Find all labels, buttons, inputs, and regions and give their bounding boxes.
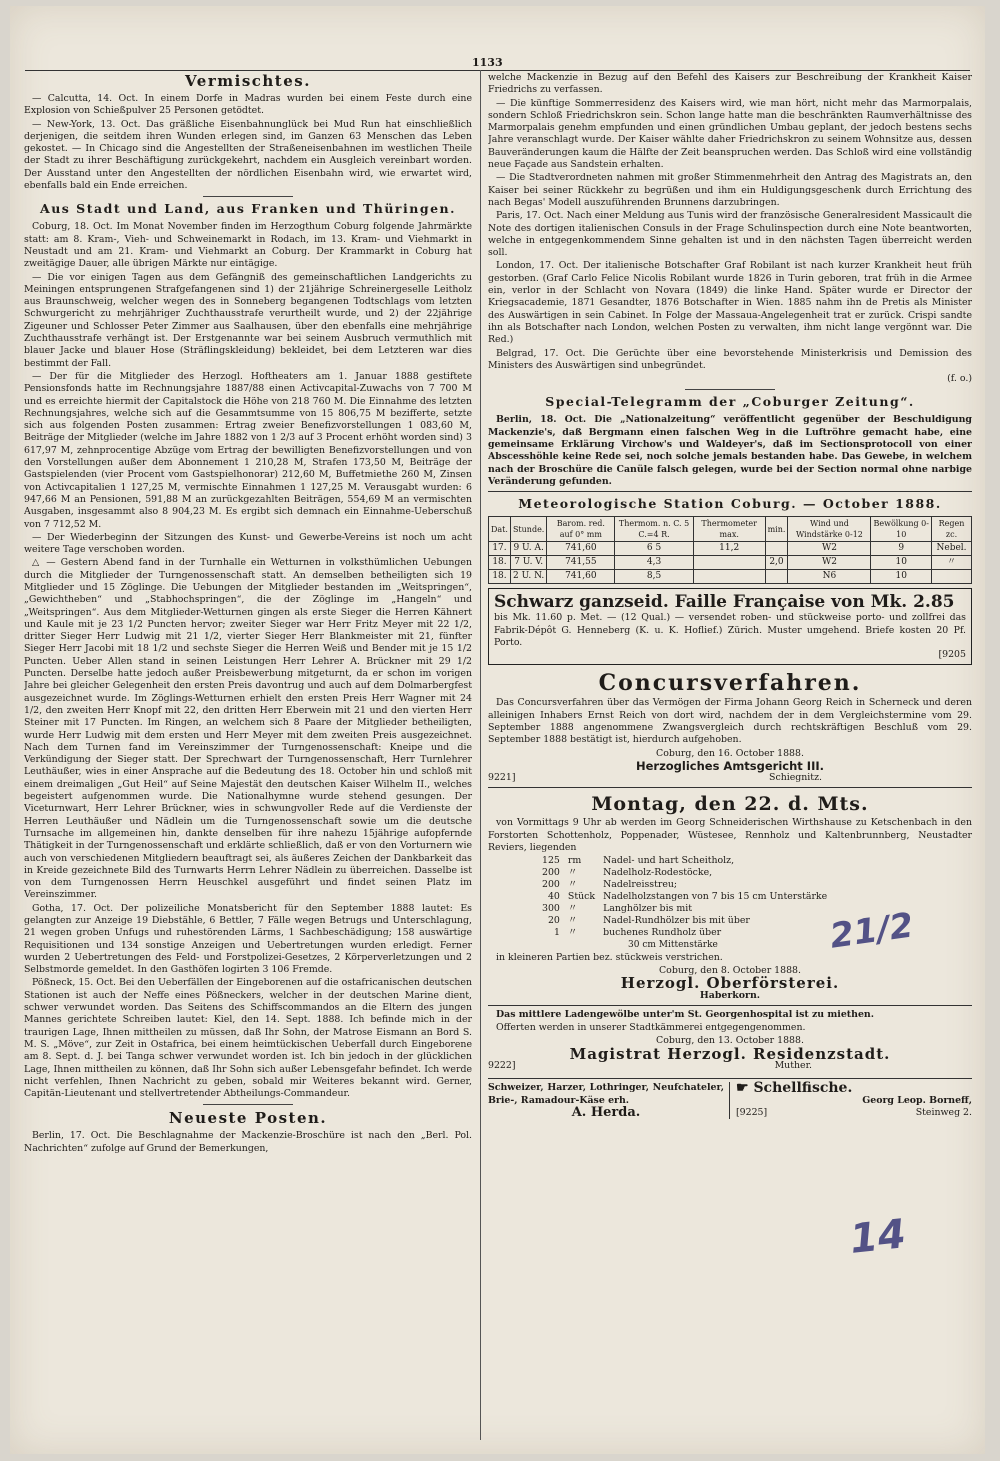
pointing-hand-icon: ☛ <box>736 1080 749 1097</box>
column-divider <box>480 70 481 1440</box>
wood-item-cell: Langhölzer bis mit <box>603 903 693 915</box>
wood-item-cell: Nadel- und hart Scheitholz, <box>603 855 735 867</box>
article-stadtverordnete: — Die Stadtverordneten nahmen mit großer Stimmenmehrheit den Antrag des Magistrats an, den Kaiser bei seiner Rückkehr zu begrüßen und ihm ein Huldigungsgeschenk durch Errichtung des nach Begas' Modell auszuführenden Brunnens darzubringen. <box>488 172 972 208</box>
meteo-col-header: Dat. <box>489 517 511 542</box>
ad-schellfische-title: Schellfische. <box>753 1080 853 1097</box>
meteo-cell: 17. <box>489 542 511 556</box>
article-gotha: Gotha, 17. Oct. Der polizeiliche Monatsbericht für den September 1888 lautet: Es gelangten zur Anzeige 19 Diebstähle, 6 Bettler, 7 Fälle wegen Betrugs und Unterschlagung, 21 wegen groben Unfugs und ruhestörenden Lärms, 1 Sachbeschädigung; 158 auswärtige Requisitionen und 134 sonstige Anzeigen und Uebertretungen wurden erledigt. Ferner wurden 2 Uebertretungen des Feld- und Forstpolizei-Gesetzes, 2 Körperverletzungen und 2 Selbstmorde gemeldet. In den Gasthöfen logirten 3 106 Fremde. <box>24 902 472 976</box>
wood-item-cell: 〃 <box>567 879 578 891</box>
concurs-judge: Schiegnitz. <box>769 772 822 784</box>
montag-office: Herzogl. Oberförsterei. <box>620 974 840 993</box>
meteo-cell: 10 <box>871 570 932 584</box>
meteo-cell <box>932 570 972 584</box>
page-number: 1133 <box>472 56 503 69</box>
wood-item <box>538 867 831 879</box>
concurs-heading: Concursverfahren. <box>598 670 862 697</box>
laden-text: Das mittlere Ladengewölbe unter'm St. Georgenhospital ist zu miethen. <box>496 1008 874 1020</box>
ad-schellfische-text: Georg Leop. Borneff, <box>862 1094 972 1106</box>
article-calcutta: — Calcutta, 14. Oct. In einem Dorfe in Madras wurden bei einem Feste durch eine Explosion von Schießpulver 25 Personen getödtet. <box>24 93 472 117</box>
wood-item-cell: Stück <box>567 891 596 903</box>
concurs-court: Herzogliches Amtsgericht III. <box>635 758 825 773</box>
meteo-cell: 10 <box>871 556 932 570</box>
meteo-col-header: Thermom. n. C. 5 C.=4 R. <box>615 517 694 542</box>
meteo-heading: Meteorologische Station Coburg. — October 1888. <box>518 496 942 512</box>
meteo-header-row <box>489 517 972 542</box>
section-divider <box>488 1005 972 1006</box>
ad-seide-text: bis Mk. 11.60 p. Met. — (12 Qual.) — versendet roben- und stückweise porto- und zollfrei das Fabrik-Dépôt G. Henneberg (K. u. K. Hoflief.) Zürich. Muster umgehend. Briefe kosten 20 Pf. Porto. <box>494 612 966 648</box>
meteo-col-header: Barom. red. auf 0° mm <box>547 517 615 542</box>
meteo-cell: 7 U. V. <box>510 556 546 570</box>
meteo-row <box>489 542 972 556</box>
montag-heading: Montag, den 22. d. Mts. <box>591 793 869 816</box>
wood-item-cell: buchenes Rundholz über <box>603 927 722 939</box>
meteo-cell: 4,3 <box>615 556 694 570</box>
left-column <box>24 72 472 1452</box>
wood-item-cell: 〃 <box>567 927 578 939</box>
meteo-cell: 6 5 <box>615 542 694 556</box>
wood-item-cell: rm <box>567 855 582 867</box>
meteo-cell: N6 <box>788 570 871 584</box>
wood-item-cell: Nadel-Rundhölzer bis mit über <box>603 915 750 927</box>
article-poessneck: Pößneck, 15. Oct. Bei den Ueberfällen der Eingeborenen auf die ostafricanischen deutschen Stationen ist auch der Neffe eines Pößneckers, welcher in der deutschen Marine dient, schwer verwundet worden. Das Seitens des Schiffscommandos an die Eltern des jungen Mannes gerichtete Schreiben lautet: Kiel, den 14. Sept. 1888. Ich befinde mich in der traurigen Lage, Ihnen mittheilen zu müssen, daß Ihr Sohn, der Matrose Eismann an Bord S. M. S. „Möve“, zur Zeit in Ostafrica, bei einem heimtückischen Ueberfall durch Eingeborene am 8. Sept. d. J. bei Tanga schwer verwundet worden ist. Ich bin jedoch in der glücklichen Lage, Ihnen mittheilen zu können, daß Ihr Sohn sich außer Lebensgefahr befindet. Ich werde nicht verfehlen, Ihnen Nachricht zu geben, sobald mir Weiteres bekannt wird. Gerner, Capitän-Lieutenant und stellvertretender Abtheilungs-Commandeur. <box>24 977 472 1100</box>
wood-item-cell: Nadelholzstangen von 7 bis 15 cm Unterstärke <box>603 891 828 903</box>
concurs-date: Coburg, den 16. October 1888. <box>656 747 804 759</box>
meteo-cell: 741,55 <box>547 556 615 570</box>
section-divider <box>203 196 293 197</box>
meteo-cell: 9 <box>871 542 932 556</box>
wood-item-cell: 20 <box>547 915 560 927</box>
article-gefangene: — Die vor einigen Tagen aus dem Gefängniß des gemeinschaftlichen Landgerichts zu Meiningen entsprungenen Strafgefangenen sind 1) der 21jährige Schreinergeselle Leitholz aus Braunschweig, welcher wegen des in Sonneberg begangenen Todtschlags vom letzten Schwurgericht zu mehrjähriger Zuchthausstrafe verurtheilt wurde, und 2) der 22jährige Zigeuner und Schlosser Peter Zimmer aus Saalhausen, über den ebenfalls eine mehrjährige Zuchthausstrafe verhängt ist. Der Erstgenannte war bei seinem Ausbruch vermuthlich mit blauer Jacke und blauer Hose (Sträflingskleidung) bekleidet, bei dem Letzteren war dies bestimmt der Fall. <box>24 271 472 369</box>
telegram-heading: Special-Telegramm der „Coburger Zeitung“. <box>545 394 915 410</box>
meteo-col-header: Thermometer max. <box>693 517 765 542</box>
montag-text: von Vormittags 9 Uhr ab werden im Georg Schneiderischen Wirthshause zu Ketschenbach in den Forstorten Schottenholz, Poppenader, Wüstesee, Rennholz und Kaltenbrunnberg, Neustadter Reviers, liegenden <box>488 817 972 854</box>
meteo-cell: W2 <box>788 542 871 556</box>
wood-item <box>538 927 831 939</box>
article-kunstverein: — Der Wiederbeginn der Sitzungen des Kunst- und Gewerbe-Vereins ist noch um acht weitere Tage verschoben worden. <box>24 531 472 556</box>
wood-item-cell: 200 <box>542 867 560 879</box>
telegram-text: Berlin, 18. Oct. Die „Nationalzeitung“ veröffentlicht gegenüber der Beschuldigung Mackenzie's, daß Bergmann einen falschen Weg in die Luftröhre gemacht habe, eine gemeinsame Erklärung Virchow's und Waldeyer's, daß im Sectionsprotocoll von einer Abscesshöhle keine Rede sei, noch solche jemals bestanden habe. Das Gewebe, in welchem nach der Broschüre die Canüle falsch gelegen, wurde bei der Section normal ohne narbige Veränderung gefunden. <box>488 414 972 487</box>
wood-item-cell: 〃 <box>567 903 578 915</box>
section-divider <box>203 1104 293 1105</box>
laden-text2: Offerten werden in unserer Stadtkämmerei entgegengenommen. <box>496 1022 806 1034</box>
laden-office: Magistrat Herzogl. Residenzstadt. <box>569 1044 891 1063</box>
meteo-cell: 741,60 <box>547 570 615 584</box>
wood-item <box>538 879 831 891</box>
meteo-cell: 741,60 <box>547 542 615 556</box>
meteo-cell: 18. <box>489 556 511 570</box>
meteo-cell: 〃 <box>932 556 972 570</box>
meteo-cell <box>693 570 765 584</box>
laden-signer: Muther. <box>774 1060 812 1072</box>
section-divider <box>488 787 972 788</box>
meteo-cell <box>765 570 788 584</box>
wood-list <box>538 855 831 939</box>
article-coburg-maerkte: Coburg, 18. Oct. Im Monat November finden im Herzogthum Coburg folgende Jahrmärkte statt: am 8. Kram-, Vieh- und Schweinemarkt in Rodach, im 13. Kram- und Viehmarkt in Neustadt und am 21. Kram- und Viehmarkt an Coburg. Der Krammarkt in Coburg hat zweitägige Dauer, alle übrigen Märkte nur eintägige. <box>24 221 472 270</box>
ad-kaese <box>488 1082 730 1119</box>
wood-item-cell: 1 <box>553 927 560 939</box>
wood-item <box>538 855 831 867</box>
bottom-ads <box>488 1078 972 1119</box>
wood-item-cell: 125 <box>542 855 560 867</box>
meteo-cell: W2 <box>788 556 871 570</box>
meteo-cell: 8,5 <box>615 570 694 584</box>
meteo-cell: Nebel. <box>932 542 972 556</box>
meteo-col-header: Stunde. <box>510 517 546 542</box>
meteo-cell: 2 U. N. <box>510 570 546 584</box>
section-divider <box>685 389 775 390</box>
article-berlin-broschuere: Berlin, 17. Oct. Die Beschlagnahme der Mackenzie-Broschüre ist nach den „Berl. Pol. Nachrichten“ zufolge auf Grund der Bemerkungen, <box>24 1130 472 1154</box>
article-newyork: — New-York, 13. Oct. Das gräßliche Eisenbahnunglück bei Mud Run hat einschließlich derjenigen, die seitdem ihren Wunden erlegen sind, im Ganzen 63 Menschen das Leben gekostet. — In Chicago sind die Angestellten der Straßeneisenbahnen im westlichen Theile der Stadt zu ihrer Beschäftigung zurückgekehrt, nachdem ein Ausgleich vereinbart worden. Der Ausstand unter den Angestellten der nördlichen Eisenbahn wird, wie erwartet wird, ebenfalls bald ein Ende erreichen. <box>24 118 472 192</box>
handwritten-mark: 14 <box>847 1211 908 1263</box>
right-column <box>488 72 972 1452</box>
meteo-col-header: min. <box>765 517 788 542</box>
ad-kaese-text: Schweizer, Harzer, Lothringer, Neufchateler, Brie-, Ramadour-Käse erh. <box>488 1082 724 1106</box>
section-heading-neueste: Neueste Posten. <box>168 1109 328 1128</box>
meteo-cell <box>693 556 765 570</box>
article-pensionsfonds: — Der für die Mitglieder des Herzogl. Hoftheaters am 1. Januar 1888 gestiftete Pensionsfonds hatte im Rechnungsjahre 1887/88 einen Activcapital-Zuwachs von 7 700 M und es erreichte hiermit der Capitalstock die Höhe von 218 760 M. Die Einnahme des letzten Rechnungsjahres, welche sich auf die Gesammtsumme von 15 806,75 M bezifferte, setzte sich aus folgenden Posten zusammen: Ertrag zweier Benefizvorstellungen 1 083,60 M, Beiträge der Mitglieder (welche im Jahre 1882 von 1 2/3 auf 3 Procent erhöht worden sind) 3 617,97 M, zehnprocentige Abzüge vom Ertrag der bewilligten Benefizvorstellungen und von den Vorstellungen außer dem Abonnement 1 210,28 M, Strafen 173,50 M, Beiträge der Gastspielenden (vier Procent vom Gastspielhonorar) 212,60 M, Buffetmiethe 260 M, Zinsen von Activcapitalien 1 127,25 M, vermischte Einnahmen 1 127,25 M. Verausgabt wurden: 6 947,66 M an Pensionen, 591,88 M an zurückgezahlten Beiträgen, 554,69 M an vermischten Ausgaben, insgesammt also 8 904,23 M. Es ergibt sich demnach ein Einnahme-Ueberschuß von 7 712,52 M. <box>24 370 472 530</box>
laden-date: Coburg, den 13. October 1888. <box>656 1035 804 1047</box>
ad-schellfische <box>730 1082 972 1119</box>
montag-tail: in kleineren Partien bez. stückweis verstrichen. <box>496 951 723 963</box>
wood-item-cell: 40 <box>547 891 560 903</box>
section-heading-vermischtes: Vermischtes. <box>185 72 311 90</box>
article-london: London, 17. Oct. Der italienische Botschafter Graf Robilant ist nach kurzer Krankheit heut früh gestorben. (Graf Carlo Felice Nicolis Robilant wurde 1826 in Turin geboren, trat früh in die Armee ein, verlor in der Schlacht von Novara (1849) die linke Hand. Später wurde er Director der Kriegsacademie, 1871 Gesandter, 1876 Botschafter in Wien. 1885 nahm ihn de Pretis als Minister des Auswärtigen in sein Cabinet. In Folge der Massaua-Angelegenheit trat er zurück. Crispi sandte ihn als Botschafter nach London, welchen Posten zu verwalten, ihm nicht lange vergönnt war. Die Red.) <box>488 260 972 346</box>
concurs-ref: 9221] <box>488 772 516 784</box>
wood-item-cell: 〃 <box>567 915 578 927</box>
meteo-cell: 11,2 <box>693 542 765 556</box>
newspaper-page <box>10 6 985 1454</box>
montag-brace: 30 cm Mittenstärke <box>628 940 718 951</box>
article-turnen: △ — Gestern Abend fand in der Turnhalle ein Wetturnen in volksthümlichen Uebungen durch die Mitglieder der Turngenossenschaft statt. An demselben betheiligten sich 19 Mitglieder und 15 Zöglinge. Die Uebungen der Mitglieder bestanden im „Weitspringen“, „Gewichtheben“ und „Stabhochspringen“, die der Zöglinge im „Hangeln“ und „Weitspringen“. Aus dem Mitglieder-Wetturnen gingen als erste Sieger die Herren Kähnert und Kaule mit je 23 1/2 Puncten hervor; zweiter Sieger war Herr Fritz Meyer mit 22 1/2, dritter Sieger Herr Ludwig mit 21 1/2, vierter Sieger Herr Blankmeister mit 21, fünfter Sieger Herr Jacobi mit 18 1/2 und sechste Sieger die Herren Weiß und Bender mit je 15 1/2 Puncten. Ueber Allen stand in seinen Leistungen Herr Lehrer A. Brückner mit 29 1/2 Puncten. Derselbe hatte jedoch außer Preisbewerbung mitgeturnt, da er schon im vorigen Jahre bei gleicher Gelegenheit den ersten Preis davontrug und auch auf dem Dolmarbergfest ausgezeichnet wurde. Im Zöglings-Wetturnen erhielt den ersten Preis Herr Wagner mit 24 1/2, den zweiten Herr Knopf mit 22, den dritten Herr Eberwein mit 21 und den vierten Herr Steiner mit 17 Puncten. Im Ringen, an welchem sich 8 Paare der Mitglieder betheiligten, wurde Herr Ludwig mit dem ersten und Herr Meyer mit dem zweiten Preis ausgezeichnet. Nach dem Turnen fand im Vereinszimmer der Turngenossenschaft: Kneipe und die Verkündigung der Sieger statt. Der Sprechwart der Turngenossenschaft, Herr Turnlehrer Leuthäußer, wies in einer Ansprache auf die Bedeutung des 18. October hin und schloß mit einem dreimaligen „Gut Heil“ auf Seine Majestät den deutschen Kaiser Wilhelm II., welches begeistert aufgenommen wurde. Die Nationalhymne wurde stehend gesungen. Der Viceturnwart, Herr Lehrer Brückner, wies in schwungvoller Rede auf die Verdienste der Herren Leuthäußer und Nädlein um die Turngenossenschaft sowie um die deutsche Turnsache im allgemeinen hin, dankte denselben für ihre nahezu 15jährige aufopfernde Thätigkeit in der Turngenossenschaft und erklärte schließlich, daß er von den Vorturnern wie auch von verschiedenen Mitgliedern beauftragt sei, als äußeres Zeichen der Dankbarkeit das in Kreide gezeichnete Bild des Turnwarts Herrn Lehrer Nädlein zu überreichen. Dasselbe ist von dem Turngenossen Herrn Heuschkel ausgeführt und findet seinen Platz im Vereinszimmer. <box>24 557 472 901</box>
ad-schellfische-ref: [9225] <box>736 1106 768 1118</box>
wood-item <box>538 903 831 915</box>
meteo-col-header: Wind und Windstärke 0-12 <box>788 517 871 542</box>
wood-item-cell: Nadelholz-Rodestöcke, <box>603 867 713 879</box>
wood-item-cell: 300 <box>542 903 560 915</box>
ad-seide <box>488 588 972 665</box>
section-divider <box>488 491 972 492</box>
article-sommerresidenz: — Die künftige Sommerresidenz des Kaisers wird, wie man hört, nicht mehr das Marmorpalais, sondern Schloß Friedrichskron sein. Schon lange hatte man die beschränkten Raumverhältnisse des Marmorpalais genehm empfunden und einen gründlichen Umbau geplant, der jedoch bestens sechs Jahre veranschlagt wurde. Der Kaiser wählte daher Friedrichskron zu seinem Wohnsitze aus, dessen Bauveränderungen kaum die Hälfte der Zeit beanspruchen werden. Das Schloß wird eine vollständig neue Façade aus Sandstein erhalten. <box>488 97 972 171</box>
laden-ref: 9222] <box>488 1060 516 1072</box>
meteo-col-header: Regen zc. <box>932 517 972 542</box>
meteo-cell: 18. <box>489 570 511 584</box>
wood-item-cell: 200 <box>542 879 560 891</box>
meteo-cell: 2,0 <box>765 556 788 570</box>
ad-seide-title: Schwarz ganzseid. Faille Française von Mk. 2.85 <box>494 592 955 613</box>
meteo-row <box>489 556 972 570</box>
meteo-cell: 9 U. A. <box>510 542 546 556</box>
montag-signer: Haberkorn. <box>699 989 761 1001</box>
article-mackenzie-cont: welche Mackenzie in Bezug auf den Befehl des Kaisers zur Beschreibung der Krankheit Kaiser Friedrichs zu verfassen. <box>488 72 972 96</box>
wood-item <box>538 915 831 927</box>
wood-item <box>538 891 831 903</box>
section-heading-ausstadt: Aus Stadt und Land, aus Franken und Thüringen. <box>40 201 456 217</box>
handwritten-mark: 21/2 <box>827 905 916 957</box>
ad-kaese-name: A. Herda. <box>571 1104 641 1120</box>
ad-schellfische-addr: Steinweg 2. <box>915 1106 972 1118</box>
montag-date: Coburg, den 8. October 1888. <box>659 964 801 976</box>
header-rule <box>25 70 970 71</box>
wood-item-cell: Nadelreisstreu; <box>603 879 678 891</box>
ad-seide-ref: [9205 <box>938 649 966 661</box>
meteo-table <box>488 516 972 584</box>
meteo-col-header: Bewölkung 0-10 <box>871 517 932 542</box>
wood-item-cell: 〃 <box>567 867 578 879</box>
concurs-text: Das Concursverfahren über das Vermögen der Firma Johann Georg Reich in Scherneck und deren alleinigen Inhabers Ernst Reich von dort wird, nachdem der in dem Vergleichstermine vom 29. September 1888 angenommene Zwangsvergleich durch rechtskräftigen Beschluß vom 29. September 1888 bestätigt ist, hierdurch aufgehoben. <box>488 697 972 746</box>
meteo-row <box>489 570 972 584</box>
article-signature: (f. o.) <box>947 373 972 385</box>
article-belgrad: Belgrad, 17. Oct. Die Gerüchte über eine bevorstehende Ministerkrisis und Demission des Ministers des Auswärtigen sind unbegründet. <box>488 347 972 371</box>
article-paris: Paris, 17. Oct. Nach einer Meldung aus Tunis wird der französische Generalresident Massicault die Note des dortigen italienischen Consuls in der Frage Schulinspection durch eine Note beantworten, welche in entgegenkommendem Sinne gehalten ist und in den nächsten Tagen überreicht werden soll. <box>488 210 972 259</box>
meteo-cell <box>765 542 788 556</box>
